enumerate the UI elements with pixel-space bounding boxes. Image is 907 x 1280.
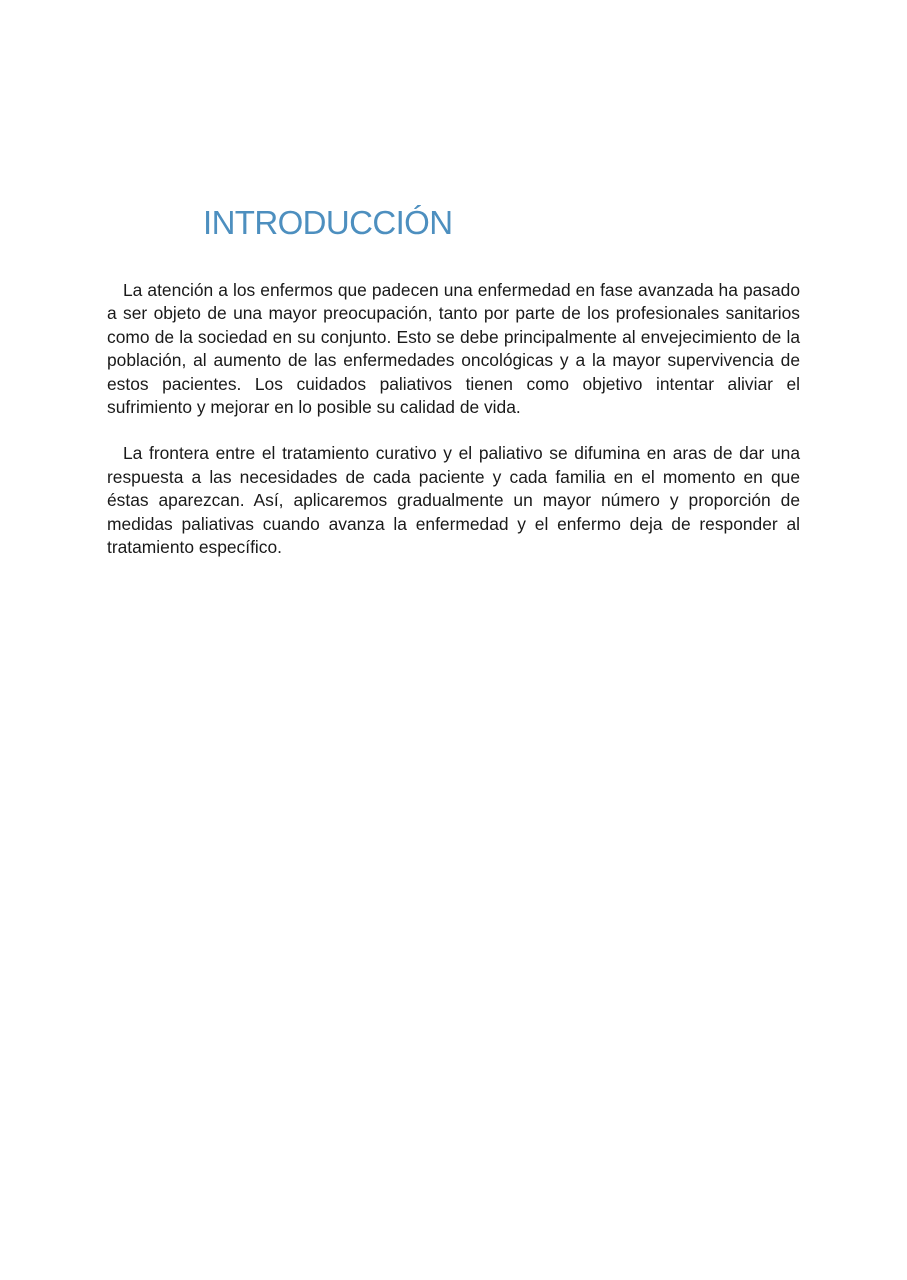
body-text [107,279,800,559]
section-title: INTRODUCCIÓN [203,204,453,241]
paragraph-2: La frontera entre el tratamiento curativo y el paliativo se difumina en aras de dar una respuesta a las necesidades de cada paciente y cada familia en el momento en que éstas aparezcan. Así, aplicaremos gradualmente un mayor número y proporción de medidas paliativas cuando avanza la enfermedad y el enfermo deja de responder al tratamiento específico. [107,443,800,558]
paragraph-1: La atención a los enfermos que padecen una enfermedad en fase avanzada ha pasado a ser objeto de una mayor preocupación, tanto por parte de los profesionales sanitarios como de la sociedad en su conjunto. Esto se debe principalmente al envejecimiento de la población, al aumento de las enfermedades oncológicas y a la mayor supervivencia de estos pacientes. Los cuidados paliativos tienen como objetivo intentar aliviar el sufrimiento y mejorar en lo posible su calidad de vida. [107,280,800,418]
